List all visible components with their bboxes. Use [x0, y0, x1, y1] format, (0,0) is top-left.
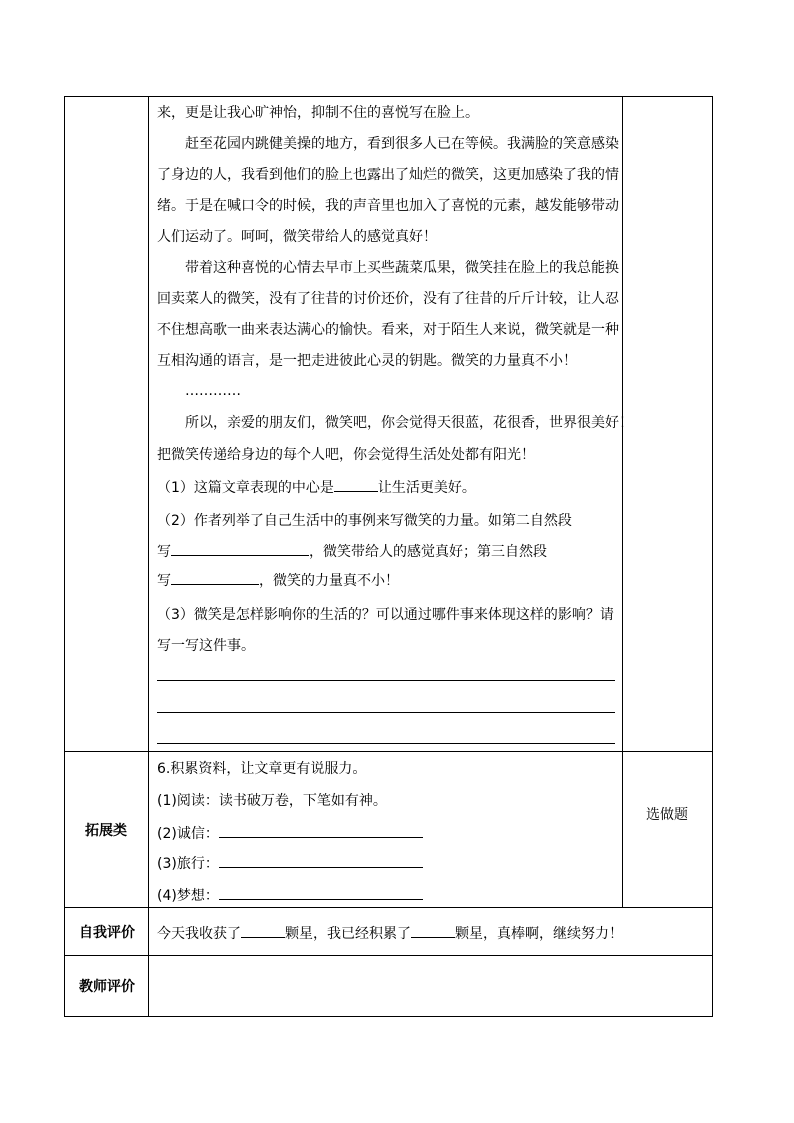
question-3-line-2: 写一写这件事。: [157, 638, 255, 654]
answer-line[interactable]: [157, 712, 615, 713]
self-eval-label: 自我评价: [79, 925, 135, 941]
column-divider-right: [622, 96, 623, 907]
row-divider-3: [64, 955, 713, 956]
question-1-blank[interactable]: [334, 477, 378, 492]
question-2-text: 写: [157, 544, 171, 560]
passage-line: 赶至花园内跳健美操的地方，看到很多人已在等候。我满脸的笑意感染: [157, 136, 619, 152]
extension-blank[interactable]: [219, 853, 423, 868]
extension-blank[interactable]: [219, 823, 423, 838]
extension-item-honesty: [157, 823, 423, 844]
question-3-line-1: （3）微笑是怎样影响你的生活的？可以通过哪件事来体现这样的影响？请: [157, 607, 614, 623]
optional-note: 选做题: [646, 807, 688, 823]
question-2-line-3: [157, 570, 399, 591]
passage-line: 所以，亲爱的朋友们，微笑吧，你会觉得天很蓝，花很香，世界很美好！: [157, 415, 633, 431]
extension-blank[interactable]: [219, 885, 423, 900]
passage-line: 带着这种喜悦的心情去早市上买些蔬菜瓜果，微笑挂在脸上的我总能换: [157, 260, 619, 276]
question-2-line-1: （2）作者列举了自己生活中的事例来写微笑的力量。如第二自然段: [157, 513, 572, 529]
extension-label: 拓展类: [85, 823, 127, 839]
extension-item-travel: [157, 853, 423, 874]
question-2-blank-1[interactable]: [171, 541, 309, 556]
passage-line: 互相沟通的语言，是一把走进彼此心灵的钥匙。微笑的力量真不小！: [157, 353, 577, 369]
extension-item-label: (2)诚信：: [157, 826, 219, 842]
extension-item-reading: (1)阅读：读书破万卷，下笔如有神。: [157, 793, 387, 809]
stars-total-blank[interactable]: [411, 923, 455, 938]
passage-line: 来，更是让我心旷神怡，抑制不住的喜悦写在脸上。: [157, 105, 479, 121]
question-2-text: ，微笑的力量真不小！: [259, 573, 399, 589]
question-1: [157, 477, 476, 498]
answer-line[interactable]: [157, 743, 615, 744]
question-2-text: ，微笑带给人的感觉真好；第三自然段: [309, 544, 547, 560]
extension-item-dream: [157, 885, 423, 906]
question-1-text-end: 让生活更美好。: [377, 480, 476, 496]
question-2-line-2: [157, 541, 547, 562]
passage-line: 绪。于是在喊口令的时候，我的声音里也加入了喜悦的元素，越发能够带动: [157, 198, 619, 214]
self-eval-text: [157, 923, 623, 944]
stars-earned-blank[interactable]: [241, 923, 285, 938]
self-eval-text-b: 颗星，我已经积累了: [285, 926, 411, 942]
teacher-eval-field[interactable]: [150, 957, 712, 1015]
teacher-eval-label: 教师评价: [79, 979, 135, 995]
passage-ellipsis: …………: [157, 383, 241, 399]
question-1-text: （1）这篇文章表现的中心是: [157, 480, 334, 496]
passage-line: 不住想高歌一曲来表达满心的愉快。看来，对于陌生人来说，微笑就是一种: [157, 322, 619, 338]
extension-item-label: (4)梦想：: [157, 888, 219, 904]
answer-line[interactable]: [157, 680, 615, 681]
passage-line: 人们运动了。呵呵，微笑带给人的感觉真好！: [157, 229, 437, 245]
extension-title: 6.积累资料，让文章更有说服力。: [157, 761, 367, 777]
question-2-text: 写: [157, 573, 171, 589]
row-divider-2: [64, 907, 713, 908]
passage-line: 了身边的人，我看到他们的脸上也露出了灿烂的微笑，这更加感染了我的情: [157, 167, 619, 183]
self-eval-text-c: 颗星，真棒啊，继续努力！: [455, 926, 623, 942]
question-2-blank-2[interactable]: [171, 570, 259, 585]
row-divider-1: [64, 751, 713, 752]
extension-item-label: (3)旅行：: [157, 856, 219, 872]
column-divider-left: [148, 96, 149, 1017]
passage-line: 把微笑传递给身边的每个人吧，你会觉得生活处处都有阳光！: [157, 447, 535, 463]
passage-line: 回卖菜人的微笑，没有了往昔的讨价还价，没有了往昔的斤斤计较，让人忍: [157, 291, 619, 307]
self-eval-text-a: 今天我收获了: [157, 926, 241, 942]
